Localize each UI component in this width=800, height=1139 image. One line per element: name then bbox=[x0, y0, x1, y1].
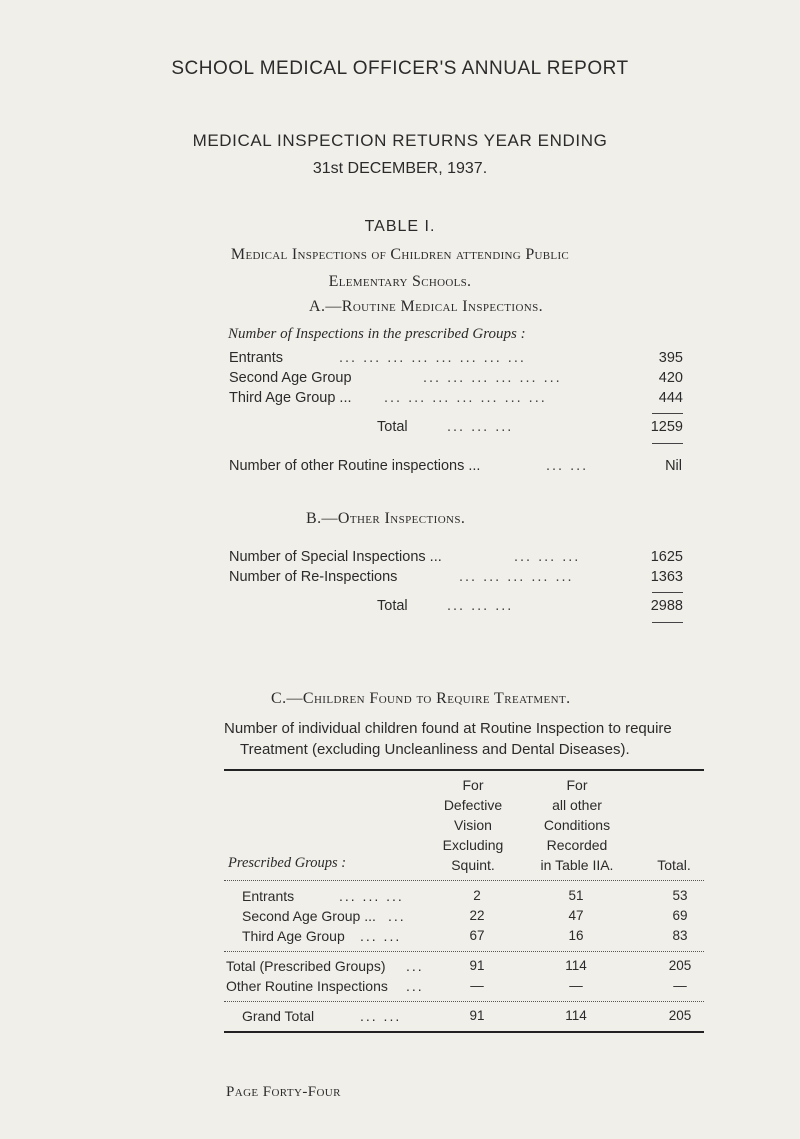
leader-dots: ... bbox=[406, 958, 424, 974]
paragraph-line1: Number of individual children found at Routine Inspection to require bbox=[224, 720, 672, 737]
cell-total: 205 bbox=[668, 1008, 692, 1023]
row-label: Third Age Group ... bbox=[229, 390, 352, 406]
sum-rule bbox=[652, 622, 683, 623]
header-line: Recorded bbox=[546, 837, 608, 853]
leader-dots: ... bbox=[388, 908, 406, 924]
table-header-rule bbox=[224, 880, 704, 881]
row-label: Number of other Routine inspections ... bbox=[229, 458, 481, 474]
leader-dots: ... ... ... ... ... bbox=[459, 569, 574, 585]
col-header-total: Total. bbox=[657, 857, 691, 873]
total-label: Total bbox=[377, 598, 408, 614]
leader-dots: ... ... ... ... ... ... ... bbox=[384, 390, 547, 406]
cell-total: 69 bbox=[672, 908, 688, 923]
table-subtitle-line2: Elementary Schools. bbox=[328, 273, 472, 290]
row-label: Grand Total bbox=[242, 1008, 315, 1024]
cell-total: 53 bbox=[672, 888, 688, 903]
section-a-intro: Number of Inspections in the prescribed Groups : bbox=[228, 326, 526, 342]
row-value: 420 bbox=[658, 370, 683, 386]
sum-rule bbox=[652, 413, 683, 414]
leader-dots: ... ... ... bbox=[447, 598, 514, 614]
section-c-paragraph bbox=[224, 718, 694, 760]
section-a-heading: A.—Routine Medical Inspections. bbox=[309, 298, 544, 315]
row-value: 444 bbox=[658, 390, 683, 406]
cell-other-conditions: — bbox=[569, 978, 583, 993]
cell-defective-vision: 91 bbox=[469, 1008, 485, 1023]
table-subtotal-rule bbox=[224, 951, 704, 952]
cell-defective-vision: 67 bbox=[469, 928, 485, 943]
header-line: all other bbox=[552, 797, 602, 813]
row-label: Number of Re-Inspections bbox=[229, 569, 398, 585]
report-title-line2: 31st DECEMBER, 1937. bbox=[312, 160, 488, 177]
row-label: Other Routine Inspections bbox=[226, 978, 388, 994]
row-value: 1625 bbox=[650, 549, 683, 565]
total-label: Total bbox=[377, 419, 408, 435]
sum-rule bbox=[652, 443, 683, 444]
col-header-defective-vision bbox=[428, 775, 518, 875]
cell-defective-vision: 22 bbox=[469, 908, 485, 923]
row-value: Nil bbox=[665, 458, 682, 474]
leader-dots: ... ... ... ... ... ... bbox=[423, 370, 562, 386]
row-label: Entrants bbox=[229, 350, 283, 366]
page-footer: Page Forty-Four bbox=[226, 1084, 341, 1100]
table-top-rule bbox=[224, 769, 704, 771]
col-header-groups: Prescribed Groups : bbox=[228, 855, 347, 871]
header-line: Defective bbox=[443, 797, 503, 813]
header-line: For bbox=[566, 777, 588, 793]
paragraph-line2: Treatment (excluding Uncleanliness and Dental Diseases). bbox=[240, 741, 630, 758]
sum-rule bbox=[652, 592, 683, 593]
row-label: Third Age Group bbox=[242, 928, 345, 944]
cell-defective-vision: — bbox=[470, 978, 484, 993]
leader-dots: ... ... ... bbox=[339, 888, 404, 904]
table-subtitle-line1: Medical Inspections of Children attending Public bbox=[230, 246, 570, 263]
section-c-heading: C.—Children Found to Require Treatment. bbox=[271, 690, 571, 707]
header-line: For bbox=[462, 777, 484, 793]
cell-other-conditions: 114 bbox=[565, 1008, 587, 1023]
leader-dots: ... bbox=[406, 978, 424, 994]
table-grandtotal-rule bbox=[224, 1001, 704, 1002]
cell-other-conditions: 114 bbox=[565, 958, 587, 973]
leader-dots: ... ... ... bbox=[514, 549, 581, 565]
cell-total: 205 bbox=[668, 958, 692, 973]
cell-defective-vision: 91 bbox=[469, 958, 485, 973]
row-label: Number of Special Inspections ... bbox=[229, 549, 442, 565]
leader-dots: ... ... bbox=[546, 458, 589, 474]
leader-dots: ... ... bbox=[360, 928, 402, 944]
cell-total: — bbox=[673, 978, 687, 993]
cell-other-conditions: 51 bbox=[568, 888, 584, 903]
cell-other-conditions: 47 bbox=[568, 908, 584, 923]
leader-dots: ... ... ... ... ... ... ... ... bbox=[339, 350, 526, 366]
report-title-line1: MEDICAL INSPECTION RETURNS YEAR ENDING bbox=[192, 131, 608, 150]
leader-dots: ... ... ... bbox=[447, 419, 514, 435]
section-b-heading: B.—Other Inspections. bbox=[306, 510, 466, 527]
header-line: Squint. bbox=[451, 857, 495, 873]
header-line: Conditions bbox=[543, 817, 611, 833]
header-line: Vision bbox=[454, 817, 492, 833]
row-label: Entrants bbox=[242, 888, 295, 904]
col-header-other-conditions bbox=[524, 775, 630, 875]
cell-other-conditions: 16 bbox=[568, 928, 584, 943]
total-value: 1259 bbox=[650, 419, 683, 435]
header-line: in Table IIA. bbox=[540, 857, 614, 873]
table-label: TABLE I. bbox=[364, 218, 436, 235]
row-value: 1363 bbox=[650, 569, 683, 585]
header-line: Excluding bbox=[442, 837, 504, 853]
row-label: Total (Prescribed Groups) bbox=[226, 958, 386, 974]
total-value: 2988 bbox=[650, 598, 683, 614]
row-label: Second Age Group ... bbox=[242, 908, 376, 924]
cell-total: 83 bbox=[672, 928, 688, 943]
cell-defective-vision: 2 bbox=[473, 888, 481, 903]
leader-dots: ... ... bbox=[360, 1008, 402, 1024]
running-head: SCHOOL MEDICAL OFFICER'S ANNUAL REPORT bbox=[171, 58, 629, 79]
table-bottom-rule bbox=[224, 1031, 704, 1033]
row-label: Second Age Group bbox=[229, 370, 352, 386]
row-value: 395 bbox=[658, 350, 683, 366]
